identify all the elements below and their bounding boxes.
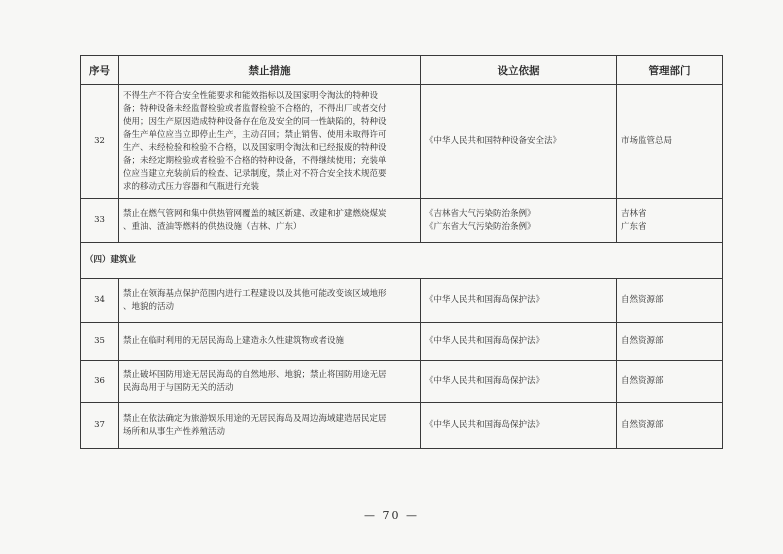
- measure-line: 备；特种设备未经监督检验或者监督检验不合格的，不得出厂或者交付: [123, 103, 387, 114]
- measure-line: 使用；因生产原因造成特种设备存在危及安全的同一性缺陷的，特种设: [123, 116, 387, 127]
- table-body-upper: [81, 85, 723, 243]
- row-number: 36: [81, 361, 119, 403]
- section-heading: （四）建筑业: [81, 243, 723, 279]
- table-row: [81, 279, 723, 323]
- measure-cell: [119, 403, 421, 449]
- department-cell: [617, 323, 723, 361]
- department-line: 自然资源部: [621, 336, 664, 346]
- department-line: 自然资源部: [621, 376, 664, 386]
- basis-line: 《中华人民共和国海岛保护法》: [425, 420, 545, 430]
- basis-cell: [421, 361, 617, 403]
- measure-line: 生产、未经检验和检验不合格，以及国家明令淘汰和已经报废的特种设: [123, 142, 387, 153]
- basis-line: 《吉林省大气污染防治条例》: [425, 208, 536, 219]
- basis-line: 《广东省大气污染防治条例》: [425, 221, 536, 232]
- row-number: 32: [81, 85, 119, 199]
- basis-cell: [421, 403, 617, 449]
- header-measure: 禁止措施: [119, 56, 421, 85]
- basis-line: 《中华人民共和国特种设备安全法》: [425, 136, 562, 146]
- basis-line: 《中华人民共和国海岛保护法》: [425, 336, 545, 346]
- header-basis: 设立依据: [421, 56, 617, 85]
- table-header-row: [81, 56, 723, 85]
- measure-cell: [119, 279, 421, 323]
- table-row: [81, 403, 723, 449]
- department-line: 广东省: [621, 221, 647, 232]
- measure-line: 不得生产不符合安全性能要求和能效指标以及国家明令淘汰的特种设: [123, 90, 379, 101]
- measure-line: 备生产单位应当立即停止生产，主动召回；禁止销售、使用未取得许可: [123, 129, 387, 140]
- measure-line: 禁止破坏国防用途无居民海岛的自然地形、地貌；禁止将国防用途无居: [123, 369, 387, 380]
- measure-line: 、重油、渣油等燃料的供热设施（吉林、广东）: [123, 221, 302, 232]
- measure-cell: [119, 323, 421, 361]
- measure-line: 备；未经定期检验或者检验不合格的特种设备，不得继续使用；充装单: [123, 155, 387, 166]
- basis-cell: [421, 323, 617, 361]
- regulation-table: [80, 55, 723, 449]
- section-body: [81, 243, 723, 279]
- basis-line: 《中华人民共和国海岛保护法》: [425, 376, 545, 386]
- department-line: 自然资源部: [621, 295, 664, 305]
- measure-cell: [119, 361, 421, 403]
- page-number: — 70 —: [364, 509, 419, 522]
- basis-cell: [421, 199, 617, 243]
- row-number: 37: [81, 403, 119, 449]
- row-number: 34: [81, 279, 119, 323]
- measure-cell: [119, 199, 421, 243]
- measure-line: 禁止在燃气管网和集中供热管网覆盖的城区新建、改建和扩建燃烧煤炭: [123, 208, 387, 219]
- table-body-lower: [81, 279, 723, 449]
- row-number: 33: [81, 199, 119, 243]
- measure-line: 场所和从事生产性养殖活动: [123, 426, 226, 437]
- department-cell: [617, 403, 723, 449]
- department-cell: [617, 361, 723, 403]
- department-cell: [617, 199, 723, 243]
- measure-line: 位应当建立充装前后的检查、记录制度，禁止对不符合安全技术规范要: [123, 168, 387, 179]
- basis-cell: [421, 279, 617, 323]
- basis-cell: [421, 85, 617, 199]
- measure-line: 禁止在依法确定为旅游娱乐用途的无居民海岛及周边海域建造居民定居: [123, 413, 387, 424]
- measure-line: 禁止在临时利用的无居民海岛上建造永久性建筑物或者设施: [123, 336, 345, 346]
- department-line: 吉林省: [621, 208, 647, 219]
- table-row: [81, 323, 723, 361]
- table-row: [81, 199, 723, 243]
- department-cell: [617, 85, 723, 199]
- measure-cell: [119, 85, 421, 199]
- header-department: 管理部门: [617, 56, 723, 85]
- header-number: 序号: [81, 56, 119, 85]
- measure-line: 、地貌的活动: [123, 301, 175, 312]
- basis-line: 《中华人民共和国海岛保护法》: [425, 295, 545, 305]
- department-line: 自然资源部: [621, 420, 664, 430]
- table-row: [81, 361, 723, 403]
- department-cell: [617, 279, 723, 323]
- table-row: [81, 85, 723, 199]
- measure-line: 求的移动式压力容器和气瓶进行充装: [123, 181, 260, 192]
- measure-line: 民海岛用于与国防无关的活动: [123, 382, 234, 393]
- row-number: 35: [81, 323, 119, 361]
- section-header-row: [81, 243, 723, 279]
- department-line: 市场监管总局: [621, 136, 673, 146]
- measure-line: 禁止在领海基点保护范围内进行工程建设以及其他可能改变该区域地形: [123, 288, 387, 299]
